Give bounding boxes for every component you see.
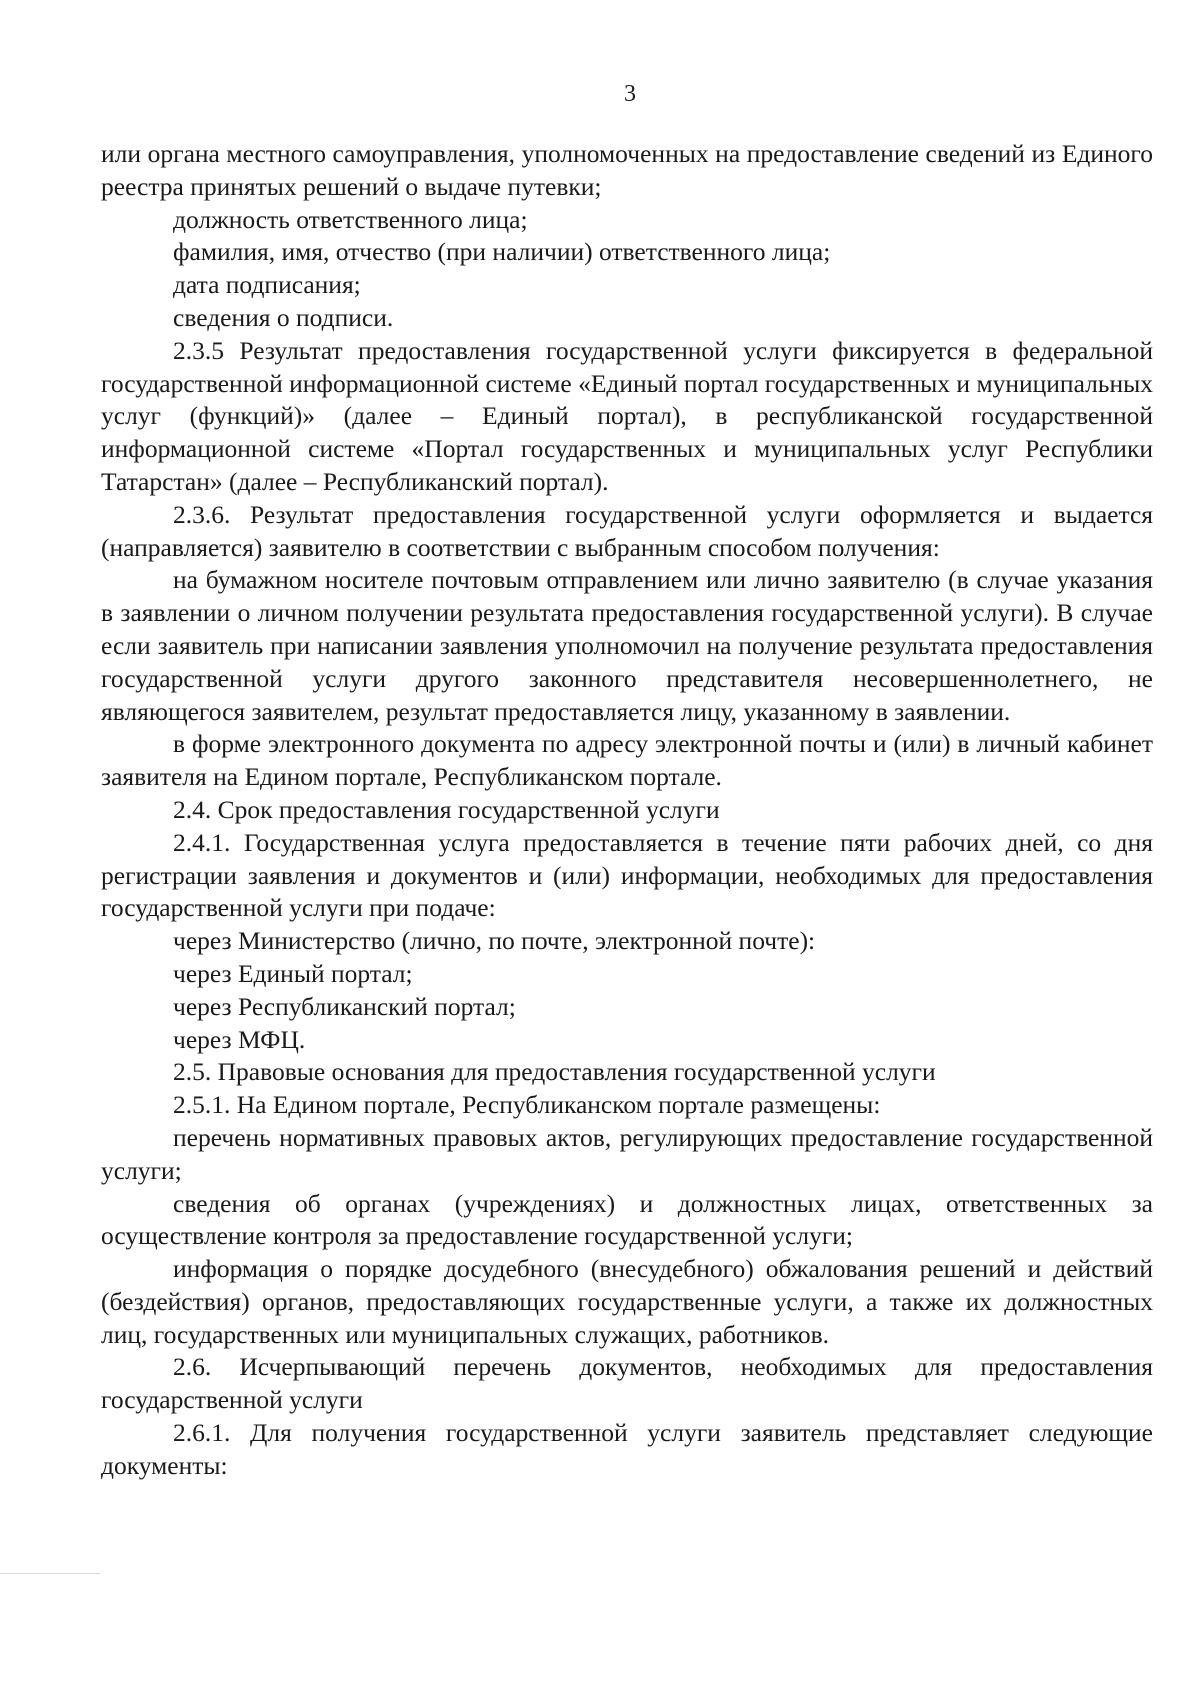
page-number: 3 (624, 81, 636, 107)
section-heading: 2.6. Исчерпывающий перечень документов, необходимых для предоставления государственной услуги (101, 1352, 1153, 1415)
paragraph: в форме электронного документа по адресу электронной почты и (или) в личный кабинет заявителя на Едином портале, Республиканском портале. (101, 729, 1153, 792)
paragraph: на бумажном носителе почтовым отправлением или лично заявителю (в случае указания в заявлении о личном получении результата предоставления государственной услуги). В случае если заявитель при написании заявления уполномочил на получение результата предоставления государственной услуги другого законного представителя несовершеннолетнего, не являющегося заявителем, результат предоставляется лицу, указанному в заявлении. (101, 565, 1153, 726)
list-item: перечень нормативных правовых актов, регулирующих предоставление государственной услуги; (101, 1122, 1153, 1185)
section-heading: 2.5. Правовые основания для предоставления государственной услуги (173, 1057, 936, 1087)
scan-artifact-line (0, 1573, 100, 1574)
paragraph: 2.5.1. На Едином портале, Республиканском портале размещены: (173, 1090, 881, 1120)
paragraph: или органа местного самоуправления, уполномоченных на предоставление сведений из Единого реестра принятых решений о выдаче путевки; (101, 139, 1153, 201)
list-item: через МФЦ. (173, 1024, 306, 1054)
list-item: информация о порядке досудебного (внесудебного) обжалования решений и действий (бездействия) органов, предоставляющих государственные услуги, а также их должностных лиц, государственных или муниципальных служащих, работников. (101, 1254, 1153, 1349)
list-item: через Единый портал; (173, 958, 413, 988)
paragraph: дата подписания; (173, 270, 361, 300)
list-item: через Министерство (лично, по почте, электронной почте): (173, 926, 816, 956)
paragraph: 2.3.5 Результат предоставления государственной услуги фиксируется в федеральной государственной информационной системе «Единый портал государственных и муниципальных услуг (функций)» (далее – Единый портал), в республиканской государственной информационной системе «Портал государственных и муниципальных услуг Республики Татарстан» (далее – Республиканский портал). (101, 335, 1153, 496)
list-item: сведения об органах (учреждениях) и должностных лицах, ответственных за осуществление контроля за предоставление государственной услуги; (101, 1188, 1153, 1251)
paragraph: должность ответственного лица; (173, 204, 528, 234)
paragraph: 2.6.1. Для получения государственной услуги заявитель представляет следующие документы: (101, 1418, 1153, 1480)
paragraph: 2.4.1. Государственная услуга предоставляется в течение пяти рабочих дней, со дня регистрации заявления и документов и (или) информации, необходимых для предоставления государственной услуги при подаче: (101, 827, 1153, 923)
paragraph: сведения о подписи. (173, 302, 394, 332)
list-item: через Республиканский портал; (173, 991, 516, 1021)
section-heading: 2.4. Срок предоставления государственной услуги (173, 794, 720, 824)
paragraph: 2.3.6. Результат предоставления государственной услуги оформляется и выдается (направляется) заявителю в соответствии с выбранным способом получения: (101, 499, 1153, 562)
document-body (101, 138, 1153, 1483)
paragraph: фамилия, имя, отчество (при наличии) ответственного лица; (173, 237, 831, 267)
